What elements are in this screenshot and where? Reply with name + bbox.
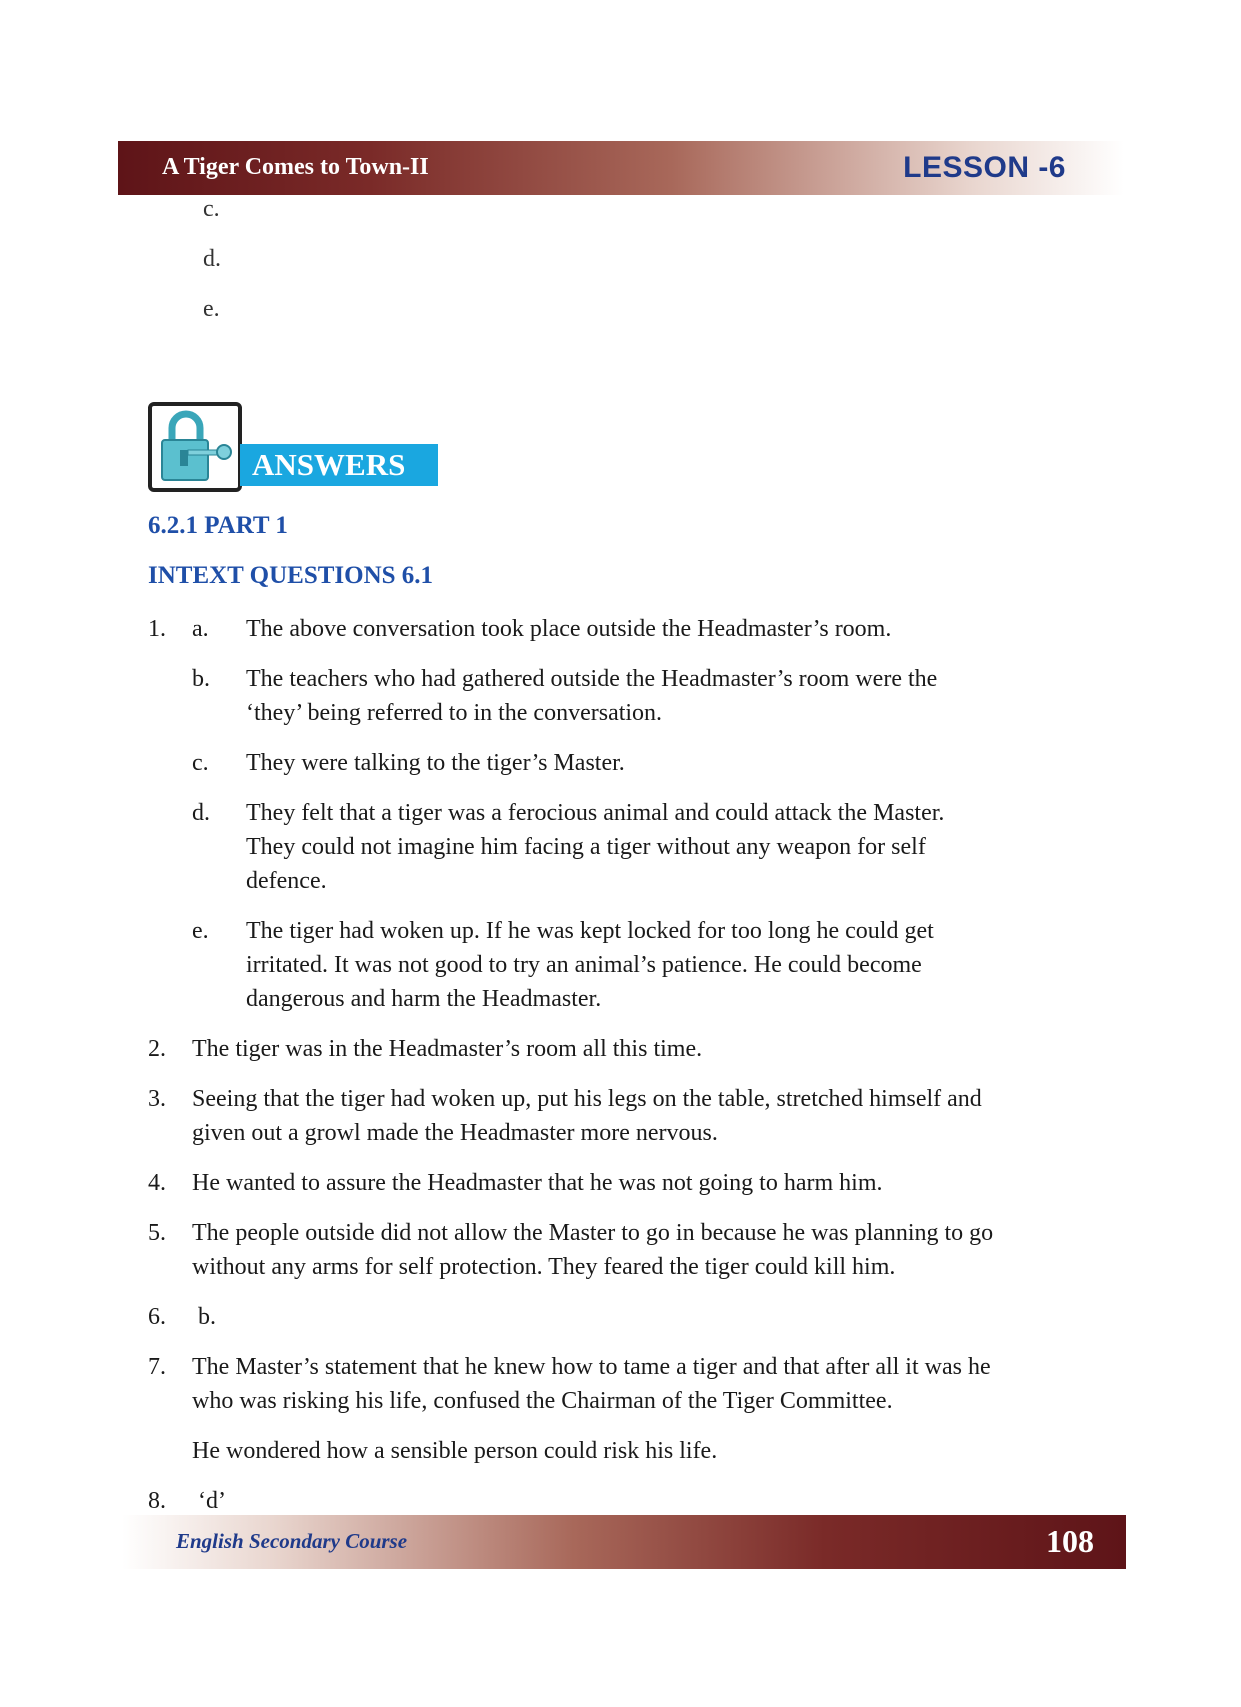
sub-answer-label: d. [192,800,210,826]
question-number: 7. [148,1354,166,1380]
answer-line: The people outside did not allow the Master to go in because he was planning to go [192,1220,994,1246]
question-number: 4. [148,1170,166,1196]
lesson-number: LESSON -6 [903,151,1066,184]
answer-line: They could not imagine him facing a tiger without any weapon for self [246,834,926,860]
question-number: 5. [148,1220,166,1246]
answer-line: The tiger had woken up. If he was kept locked for too long he could get [246,918,934,944]
sub-answer-label: c. [192,750,209,776]
section-heading: 6.2.1 PART 1 [148,512,288,539]
question-number: 6. [148,1304,166,1330]
answer-line: ‘d’ [198,1488,226,1514]
answer-line: The above conversation took place outside the Headmaster’s room. [246,616,892,642]
course-name: English Secondary Course [176,1529,408,1553]
answer-line: irritated. It was not good to try an animal’s patience. He could become [246,952,922,978]
sub-answer-label: a. [192,616,209,642]
page-number: 108 [1046,1523,1094,1559]
answer-line: They were talking to the tiger’s Master. [246,750,625,776]
answer-line: The tiger was in the Headmaster’s room all this time. [192,1036,703,1062]
subheading: INTEXT QUESTIONS 6.1 [148,562,434,589]
answer-line: They felt that a tiger was a ferocious animal and could attack the Master. [246,800,945,826]
sub-answer-label: e. [192,918,209,944]
answer-line: defence. [246,868,327,894]
answer-line: He wondered how a sensible person could risk his life. [192,1438,718,1464]
answer-line: who was risking his life, confused the Chairman of the Tiger Committee. [192,1388,893,1414]
answer-line: dangerous and harm the Headmaster. [246,986,602,1012]
chapter-title: A Tiger Comes to Town-II [162,154,429,180]
question-number: 8. [148,1488,166,1514]
answer-line: ‘they’ being referred to in the conversation. [246,700,663,726]
answer-line: given out a growl made the Headmaster more nervous. [192,1120,718,1146]
answer-line: without any arms for self protection. They feared the tiger could kill him. [192,1254,896,1280]
answer-line: b. [198,1304,216,1330]
question-number: 3. [148,1086,166,1112]
answer-line: He wanted to assure the Headmaster that he was not going to harm him. [192,1170,883,1196]
answer-line: The teachers who had gathered outside the Headmaster’s room were the [246,666,938,692]
option-letter: d. [203,246,221,272]
question-number: 2. [148,1036,166,1062]
header-bar [118,141,1124,195]
option-letter: e. [203,296,220,322]
answers-banner [148,402,448,492]
sub-answer-label: b. [192,666,210,692]
answer-line: Seeing that the tiger had woken up, put his legs on the table, stretched himself and [192,1086,982,1112]
question-number: 1. [148,616,166,642]
answer-line: The Master’s statement that he knew how to tame a tiger and that after all it was he [192,1354,991,1380]
footer-bar [122,1515,1126,1569]
lock-icon [148,402,242,492]
option-letter: c. [203,196,220,222]
answers-label: ANSWERS [240,444,438,486]
